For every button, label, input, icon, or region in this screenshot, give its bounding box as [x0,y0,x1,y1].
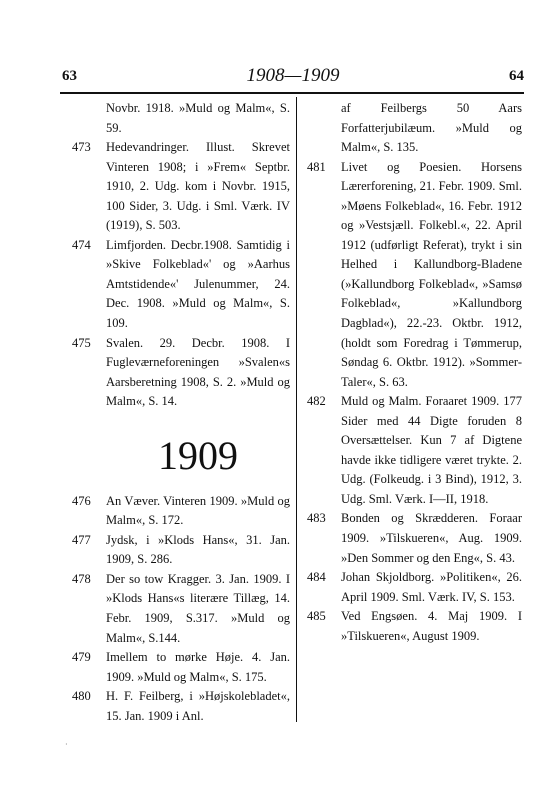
entry-number: 478 [72,571,91,586]
bibliography-entry [307,607,522,646]
entry-number: 483 [307,511,326,526]
bibliography-entry [307,568,522,607]
entry-number: 474 [72,237,91,252]
bibliography-entry [307,158,522,393]
entry-text: Ved Engsøen. 4. Maj 1909. I »Tilskueren«, August 1909. [341,609,522,643]
continuation-text: Novbr. 1918. »Muld og Malm«, S. 59. [106,101,290,135]
entry-number: 480 [72,689,91,704]
entry-text: Hedevandringer. Illust. Skrevet Vinteren 1908; i »Frem« Septbr. 1910, 2. Udg. kom i Novbr. 1915, 100 Sider, 3. Udg. i Sml. Værk. IV (1919), S. 503. [106,140,290,233]
entry-text: Muld og Malm. Foraaret 1909. 177 Sider med 44 Digte foruden 8 Oversættelser. Kun 7 af Digtene havde ikke tidligere været trykte. 2. Udg. (Folkeudg. i 3 Bind), 1912, 3. Udg. Sml. Værk. I—II, 1918. [341,394,522,506]
entry-text: Johan Skjoldborg. »Politiken«, 26. April 1909. Sml. Værk. IV, S. 153. [341,570,522,604]
entry-list [307,158,522,647]
entry-text: Svalen. 29. Decbr. 1908. I Fugleværneforeningen »Svalen«s Aarsberetning 1908, S. 2. »Muld og Malm«, S. 14. [106,335,290,409]
entry-number: 476 [72,493,91,508]
entry-number: 485 [307,609,326,624]
bibliography-entry [72,334,290,412]
page-number-left: 63 [62,68,77,84]
bibliography-entry [307,509,522,568]
left-column [72,99,290,726]
bibliography-entry [72,236,290,334]
entry-number: 482 [307,394,326,409]
right-column [307,99,522,646]
bibliography-entry [72,687,290,726]
column-divider [296,97,297,722]
stray-mark: · [65,740,68,749]
entry-number: 484 [307,570,326,585]
header-rule [60,92,524,94]
entry-number: 475 [72,335,91,350]
entry-text: Limfjorden. Decbr.1908. Samtidig i »Skive Folkeblad«' og »Aarhus Amtstidende«' Julenummer, 24. Dec. 1908. »Muld og Malm«, S. 109. [106,237,290,331]
entry-list [72,492,290,727]
running-header [62,65,524,90]
running-title: 1908—1909 [246,65,340,86]
entry-text: H. F. Feilberg, i »Højskolebladet«, 15. Jan. 1909 i Anl. [106,689,290,723]
entry-number: 479 [72,650,91,665]
entry-text: An Væver. Vinteren 1909. »Muld og Malm«, S. 172. [106,493,290,528]
entry-number: 481 [307,159,326,174]
bibliography-entry [72,492,290,531]
entry-text: Imellem to mørke Høje. 4. Jan. 1909. »Muld og Malm«, S. 175. [106,650,290,684]
bibliography-entry [72,531,290,570]
bibliography-entry [72,138,290,236]
bibliography-entry [72,570,290,648]
page-number-right: 64 [509,68,524,84]
bibliography-entry [72,648,290,687]
bibliography-entry [307,392,522,509]
entry-text: Bonden og Skrædderen. Foraar 1909. »Tilskueren«, Aug. 1909. »Den Sommer og den Eng«, S. 43. [341,511,522,565]
entry-text: Livet og Poesien. Horsens Lærerforening, 21. Febr. 1909. Sml. »Møens Folkeblad«, 16. Febr. 1912 og »Vestsjæll. Folkebl.«, 22. April 1912 (udførligt Referat), trykt i sin Helhed i Kallundborg-Bladene (»Kallundborg Folkeblad«, »Samsø Folkeblad«, »Kallundborg Dagblad«), 22.-23. Oktbr. 1912, (holdt som Foredrag i Tømmerup, Søndag 6. Oktbr. 1912). »Sommer-Taler«, S. 63. [341,159,522,389]
year-heading: 1909 [158,432,238,478]
continuation-text: af Feilbergs 50 Aars Forfatterjubilæum. »Muld og Malm«, S. 135. [341,101,522,155]
entry-text: Jydsk, i »Klods Hans«, 31. Jan. 1909, S. 286. [106,532,290,567]
entry-number: 477 [72,532,91,547]
entry-number: 473 [72,140,91,155]
entry-text: Der so tow Kragger. 3. Jan. 1909. I »Klods Hans«s literære Tillæg, 14. Febr. 1909, S.317. »Muld og Malm«, S.144. [106,571,290,645]
entry-list [72,138,290,412]
